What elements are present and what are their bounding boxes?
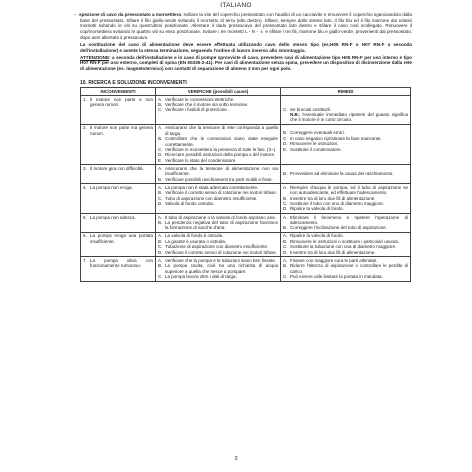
remedy-key: B. <box>283 170 288 176</box>
check-line <box>158 107 278 112</box>
page-number: 3 <box>234 456 238 462</box>
check-key: B. <box>158 190 163 196</box>
check-text: Verificare il corretto senso di rotazione nei motori trifase. <box>165 190 278 196</box>
check-line <box>158 250 278 255</box>
table-row <box>81 165 411 184</box>
table-row <box>81 124 411 165</box>
remedy-text: Invertire tra di loro due fili di alimentazione. <box>290 195 376 201</box>
table-row <box>81 214 411 233</box>
remedy-key: A. <box>283 257 288 263</box>
check-text: Verificare che il motore sia sotto tensione. <box>165 101 249 107</box>
check-key: C. <box>158 244 163 250</box>
problem-cell <box>81 257 156 281</box>
check-key: A. <box>158 125 163 131</box>
remedy-text: Sostituire la tubazione con una di diametro maggiore. <box>290 244 397 250</box>
remedy-key: B. <box>283 225 288 231</box>
remedy-key: C. <box>283 106 288 112</box>
attention-label: ATTENZIONE <box>80 54 110 60</box>
table-header-row <box>81 88 411 96</box>
check-text: Valvola di fondo ostruita. <box>165 201 214 207</box>
problem-cell <box>81 214 156 233</box>
check-text: La pompa non è stata adescata correttamente. <box>165 184 259 190</box>
remedies-cell <box>281 214 411 233</box>
problem-key: 6. <box>83 233 87 239</box>
check-text: Verificare i fusibili di protezione. <box>165 107 229 113</box>
remedy-line <box>283 112 408 123</box>
problem-cell <box>81 124 156 165</box>
check-text: Tubo di aspirazione con diametro insufficiente. <box>165 195 258 201</box>
remedies-cell <box>281 257 411 281</box>
problem-line <box>83 125 153 136</box>
remedy-text: Ridurre l'altezza di aspirazione o controllare le perdite di carico. <box>290 263 408 274</box>
remedy-key: B. <box>283 238 288 244</box>
remedy-line <box>283 215 408 226</box>
problem-line <box>83 233 153 244</box>
check-key: A. <box>158 214 163 220</box>
check-text: La pompa lavora oltre i dati di targa. <box>165 274 237 279</box>
remedy-key: B. <box>283 263 288 269</box>
check-key: E. <box>158 157 163 163</box>
check-text: Tubazione di aspirazione con diametro insufficiente. <box>165 244 269 250</box>
remedy-line <box>283 206 408 211</box>
remedies-cell <box>281 96 411 125</box>
check-key: C. <box>158 107 163 113</box>
problem-cell <box>81 96 156 125</box>
nb-label: N.B. <box>290 111 299 117</box>
check-key: B. <box>158 136 163 142</box>
check-key: A. <box>158 184 163 190</box>
remedy-text: Se bruciati sostituirli. <box>290 106 332 112</box>
check-line <box>158 263 278 274</box>
checks-cell <box>156 257 281 281</box>
remedy-text: Rimuovere le ostruzioni o sostituire i particolari usurati. <box>290 238 400 244</box>
remedies-cell <box>281 165 411 184</box>
check-key: C. <box>158 274 163 279</box>
remedy-text: Ripulire la valvola di fondo. <box>290 206 344 212</box>
check-text: Assicurarsi che la tensione di alimentazione non sia insufficiente. <box>165 165 278 177</box>
check-key: B. <box>158 176 163 182</box>
remedy-key: D. <box>283 249 288 255</box>
remedy-key: E. <box>283 146 288 152</box>
remedy-line <box>283 274 408 279</box>
remedy-text: Provvedere ad eliminare la causa del raschiamento. <box>290 170 394 176</box>
check-text: Verificare il corretto senso di rotazione nei motori trifase. <box>165 249 278 255</box>
header-checks: VERIFICHE (possibili cause) <box>156 88 281 96</box>
problem-line <box>83 97 153 108</box>
check-line <box>158 220 278 231</box>
remedies-cell <box>281 184 411 214</box>
remedy-text: Correggere l'inclinazione del tubo di aspirazione. <box>290 225 387 231</box>
checks-cell <box>156 184 281 214</box>
remedy-text: Rimuovere le ostruzioni. <box>290 141 339 147</box>
table-row <box>81 96 411 125</box>
remedy-text: Fissare con maggiore cura le parti allentate. <box>290 257 378 263</box>
header-problems: INCONVENIENTI <box>81 88 156 96</box>
check-key: D. <box>158 201 163 207</box>
problem-text: La pompa non eroga. <box>90 184 133 190</box>
remedy-key: B. <box>283 195 288 201</box>
problem-text: Il motore non parte ma genera rumori. <box>90 125 153 136</box>
remedy-text: Correggere eventuali errori. <box>290 130 346 136</box>
problem-key: 1. <box>83 96 87 102</box>
header-remedies: RIMEDI <box>281 88 411 96</box>
check-key: C. <box>158 147 163 153</box>
remedy-line <box>283 185 408 196</box>
remedy-line <box>283 250 408 255</box>
check-text: Ricercare possibili ostruzioni della pompa o del motore. <box>165 152 276 158</box>
problem-key: 7. <box>83 257 87 263</box>
check-key: D. <box>158 152 163 158</box>
remedies-cell <box>281 124 411 165</box>
remedy-text: Può essere utile limitare la portata in mandata. <box>290 274 383 279</box>
remedy-text: Sostituire il condensatore. <box>290 146 342 152</box>
problem-line <box>83 185 153 190</box>
remedy-text: Eliminare il fenomeno e ripetere l'operazione di adescamento. <box>290 214 408 225</box>
check-text: La girante è usurata o ostruita. <box>165 238 227 244</box>
remedy-line <box>283 225 408 230</box>
remedy-text: Invertire tra di loro due fili di alimentazione. <box>290 249 376 255</box>
check-text: La pendenza negativa del tubo di aspirazione favorisce la formazione di sacche d'aria. <box>165 219 278 231</box>
problem-key: 3. <box>83 165 87 171</box>
problem-text: Il motore non parte e non genera rumori. <box>90 96 153 107</box>
table-row <box>81 232 411 256</box>
remedy-key: D. <box>283 141 288 147</box>
check-key: B. <box>158 263 163 269</box>
check-line <box>158 274 278 279</box>
check-key: B. <box>158 219 163 225</box>
problem-cell <box>81 165 156 184</box>
check-text: Controllare che le connessioni siano state eseguite correttamente. <box>165 136 278 147</box>
check-text: Verificare in morsettiera la presenza di tutte le fasi. (3~) <box>165 147 276 153</box>
intro-paragraph-3 <box>80 55 412 72</box>
table-row <box>81 184 411 214</box>
section-title: 10. RICERCA E SOLUZIONE INCONVENIENTI <box>80 80 187 86</box>
problem-key: 2. <box>83 125 87 131</box>
problem-text: La pompa eroga una portata insufficiente. <box>90 233 153 244</box>
check-line <box>158 177 278 182</box>
problem-key: 5. <box>83 214 87 220</box>
problem-line <box>83 215 153 220</box>
remedy-text: Sostituire il tubo con uno di diametro maggiore. <box>290 201 385 207</box>
check-text: La pompa cavita, cioè ha una richiesta di acqua superiore a quella che riesce a pompare. <box>165 263 278 274</box>
remedy-line <box>283 147 408 152</box>
check-key: C. <box>158 195 163 201</box>
check-text: Verificare possibili raschiamenti tra parti mobili e fisse. <box>165 176 273 182</box>
check-text: Assicurarsi che la tensione di rete corrisponda a quella di targa. <box>165 125 278 136</box>
intro-p1-body: : sviltare la vite del coperchio pressostato con l'ausilio di un cacciavite e rimuovere il coperchio sganciandolo dalla base del pressostato. Sfilare il filo giallo-verde svitando il morsetto di terra (alto destro). Sfilare, sempre dallo stesso lato, il filo blu ed il filo marrone dai relativi morsetti svitando le viti su quest'ultimi posizionate. Allentare il dado pressacavo del pressostato lato destro e sfilare il cavo così scollegato. Rimuovere il cop/morsettiera svitando le quattro viti su esso posizionate. Svitare i tre morsetti L - N - ⏚ e sfilare i tre fili, marrone blu e giallo-verde, provenienti dal pressostato, dopo aver allentato il pressacavo. <box>80 12 412 40</box>
problem-text: La pompa vibra con funzionamento rumoroso. <box>90 257 153 269</box>
check-text: Verificare le connessioni elettriche. <box>165 96 235 102</box>
table-row <box>81 257 411 281</box>
remedy-key: C. <box>283 201 288 207</box>
remedy-text: In caso negativo ripristinare la fase mancante. <box>290 135 382 141</box>
remedy-key: C. <box>283 244 288 250</box>
checks-cell <box>156 96 281 125</box>
checks-cell <box>156 165 281 184</box>
check-text: La valvola di fondo è ostruita. <box>165 233 224 239</box>
remedy-text: Ripulire la valvola di fondo. <box>290 233 344 239</box>
check-line <box>158 201 278 206</box>
check-key: A. <box>158 96 163 102</box>
check-text: Il tubo di aspirazione o la valvola di fondo aspirano aria. <box>165 214 276 220</box>
check-key: D. <box>158 249 163 255</box>
remedy-line <box>283 263 408 274</box>
checks-cell <box>156 214 281 233</box>
check-key: A. <box>158 233 163 239</box>
remedy-text: N.B.: l'eventuale immediato ripetersi del guasto significa che il motore è in corto circuito. <box>290 111 408 123</box>
check-text: Verificare che la pompa e le tubazioni siano ben fissate. <box>165 257 277 263</box>
remedy-key: C. <box>283 274 288 279</box>
problem-text: Il motore gira con difficoltà. <box>90 165 144 171</box>
remedy-key: C. <box>283 135 288 141</box>
problem-line <box>83 258 153 269</box>
check-key: A. <box>158 257 163 263</box>
bullet-dash: – <box>74 12 77 17</box>
check-key: A. <box>158 165 163 171</box>
remedy-key: A. <box>283 214 288 220</box>
troubleshooting-table <box>80 87 411 282</box>
remedy-key: B. <box>283 130 288 136</box>
check-line <box>158 125 278 136</box>
check-text: Verificare lo stato del condensatore. <box>165 157 237 163</box>
problem-cell <box>81 232 156 256</box>
problem-cell <box>81 184 156 214</box>
check-line <box>158 136 278 147</box>
page-header-language: ITALIANO <box>220 2 252 9</box>
check-line <box>158 166 278 177</box>
remedy-key <box>283 112 290 123</box>
problem-line <box>83 166 153 171</box>
intro-p1-heading: spezzone di cavo da pressostato a morsettiera <box>79 12 181 17</box>
intro-paragraph-2: La sostituzione del cavo di alimentazione deve essere effettuata utilizzando cavo dello stesso tipo (es.H05 RN-F o H07 RN-F a seconda dell'installazione) e avente la stessa terminazione, seguendo l'ordine di lavoro inverso allo smontaggio. <box>80 41 412 53</box>
problem-key: 4. <box>83 184 87 190</box>
remedy-key: D. <box>283 206 288 212</box>
intro-paragraph-1 <box>74 12 412 41</box>
remedy-key: A. <box>283 233 288 239</box>
problem-text: La pompa non adesca. <box>90 214 136 220</box>
check-key: B. <box>158 101 163 107</box>
attention-text: : a seconda dell'installazione e in caso di pompe sprovviste di cavo, prevedere cavi di alimentazione tipo H05 RN-F per uso interno e tipo H07 RN-F per uso esterno, completi di spina (EN 60335-2-41). Per cavi di alimentazione senza spina, prevedere un dispositivo di disinserzione dalla rete di alimentazione (es. magnetotermico) con contatti di separazione di almeno 3 mm per ogni polo. <box>80 54 412 71</box>
remedy-line <box>283 171 408 176</box>
check-key: B. <box>158 238 163 244</box>
intro-text <box>74 12 412 73</box>
checks-cell <box>156 124 281 165</box>
remedy-key: A. <box>283 184 288 190</box>
remedies-cell <box>281 232 411 256</box>
checks-cell <box>156 232 281 256</box>
remedy-text: Riempire d'acqua le pompa, ed il tubo di aspirazione se non autoadescante, ed effettuare l'adescamento. <box>290 184 408 196</box>
check-line <box>158 158 278 163</box>
